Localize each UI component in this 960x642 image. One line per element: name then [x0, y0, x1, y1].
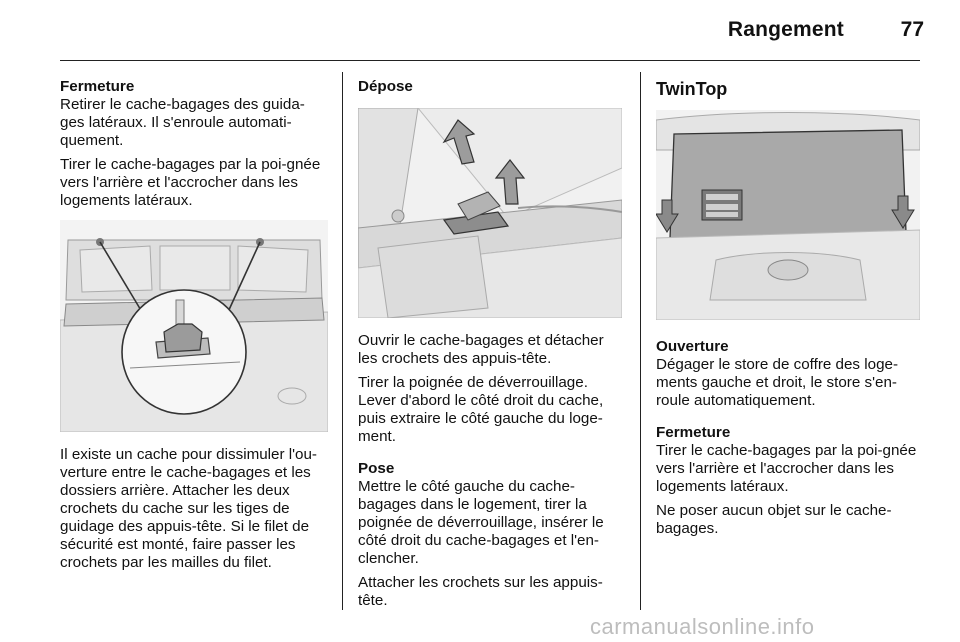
column-divider-2	[640, 72, 641, 610]
paragraph: Tirer le cache-bagages par la poi-gnée vers l'arrière et l'accrocher dans les logements latéraux.	[60, 156, 321, 209]
paragraph: Tirer la poignée de déverrouillage. Lever d'abord le côté droit du cache, puis extraire le côté gauche du loge-ment.	[358, 374, 604, 445]
header-rule	[60, 60, 920, 61]
cargo-cover-illustration	[60, 220, 328, 432]
column-1	[60, 78, 328, 572]
section-title-twintop: TwinTop	[656, 79, 728, 99]
column-2	[358, 78, 626, 610]
section-heading-fermeture: Fermeture	[60, 78, 135, 95]
column-3	[656, 78, 924, 538]
section-heading-fermeture: Fermeture	[656, 424, 731, 441]
twintop-cover-illustration	[656, 110, 920, 320]
paragraph: Tirer le cache-bagages par la poi-gnée vers l'arrière et l'accrocher dans les logements latéraux.	[656, 442, 917, 495]
section-heading-depose: Dépose	[358, 78, 413, 95]
paragraph: Il existe un cache pour dissimuler l'ou-verture entre le cache-bagages et les dossiers arrière. Attacher les deux crochets du cache sur les tiges de guidage des appuis-tête. Si le filet de sécurité est monté, faire passer les crochets par les mailles du filet.	[60, 446, 317, 571]
page-number: 77	[900, 18, 924, 41]
paragraph: Mettre le côté gauche du cache-bagages dans le logement, tirer la poignée de déverrouillage, insérer le côté droit du cache-bagages et l'en-clencher.	[358, 478, 604, 567]
page-header-title: Rangement	[727, 18, 844, 41]
paragraph: Ne poser aucun objet sur le cache-bagages.	[656, 502, 892, 537]
section-heading-ouverture: Ouverture	[656, 338, 729, 355]
watermark: carmanualsonline.info	[590, 614, 815, 639]
paragraph: Attacher les crochets sur les appuis-tête.	[358, 574, 603, 609]
paragraph: Ouvrir le cache-bagages et détacher les crochets des appuis-tête.	[358, 332, 604, 367]
paragraph: Dégager le store de coffre des loge-ments gauche et droit, le store s'en-roule automatiquement.	[656, 356, 899, 409]
column-divider-1	[342, 72, 343, 610]
cover-removal-illustration	[358, 108, 622, 318]
section-heading-pose: Pose	[358, 460, 395, 477]
paragraph: Retirer le cache-bagages des guida-ges latéraux. Il s'enroule automati-quement.	[60, 96, 305, 149]
